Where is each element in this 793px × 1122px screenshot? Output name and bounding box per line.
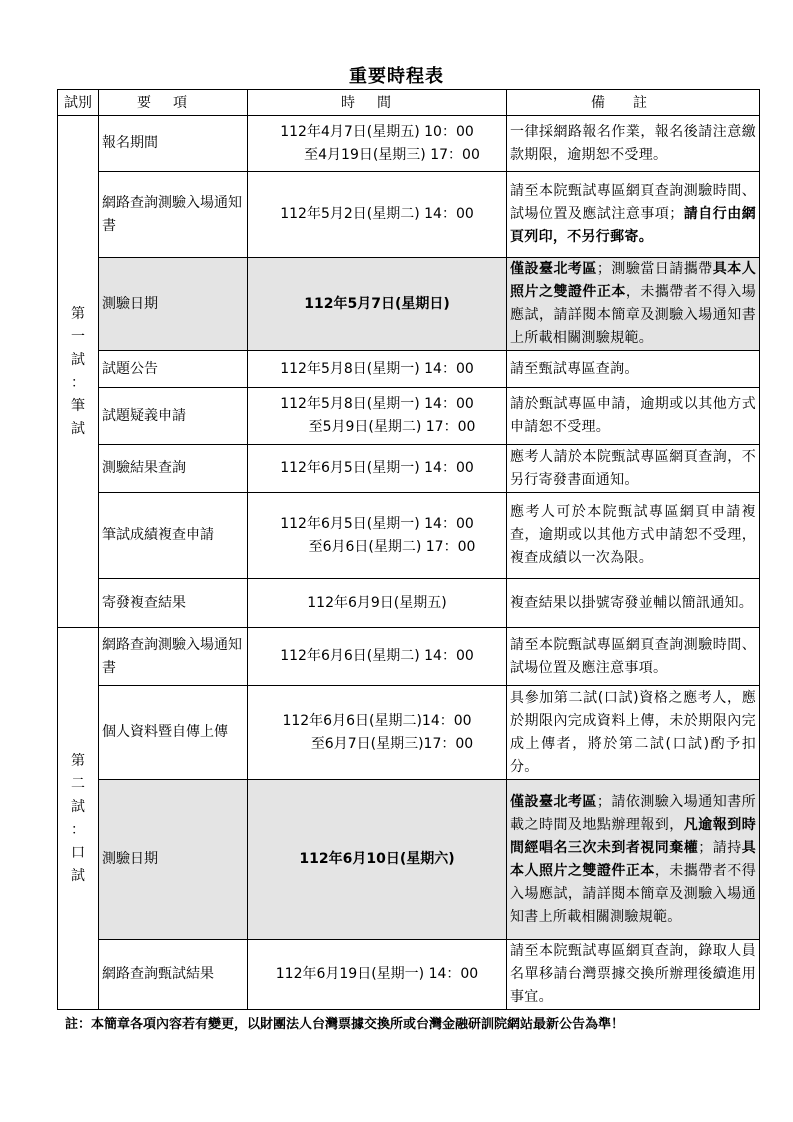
- table-row: [58, 351, 760, 388]
- note-cell: 僅設臺北考區；測驗當日請攜帶具本人照片之雙證件正本，未攜帶者不得入場應試，請詳閱本簡章及測驗入場通知書上所載相關測驗規範。: [507, 258, 760, 351]
- note-cell: 請至本院甄試專區網頁查詢，錄取人員名單移請台灣票據交換所辦理後續進用事宜。: [507, 940, 760, 1010]
- time-cell: 112年5月2日(星期二) 14：00: [248, 172, 507, 258]
- time-cell: 112年5月7日(星期日): [248, 258, 507, 351]
- note-cell: 請至甄試專區查詢。: [507, 351, 760, 388]
- schedule-table: [57, 89, 760, 1010]
- item-cell: 報名期間: [99, 116, 248, 172]
- item-cell: 寄發複查結果: [99, 579, 248, 628]
- table-row: [58, 388, 760, 445]
- time-cell: 112年5月8日(星期一) 14：00 至5月9日(星期二) 17：00: [248, 388, 507, 445]
- note-cell: 應考人請於本院甄試專區網頁查詢，不另行寄發書面通知。: [507, 445, 760, 493]
- note-cell: 請於甄試專區申請，逾期或以其他方式申請恕不受理。: [507, 388, 760, 445]
- note-cell: 僅設臺北考區；請依測驗入場通知書所載之時間及地點辦理報到，凡逾報到時間經唱名三次未到者視同棄權；請持具本人照片之雙證件正本，未攜帶者不得入場應試，請詳閱本簡章及測驗入場通知書上所載相關測驗規範。: [507, 780, 760, 940]
- table-row: [58, 493, 760, 579]
- note-cell: 應考人可於本院甄試專區網頁申請複查，逾期或以其他方式申請恕不受理，複查成績以一次為限。: [507, 493, 760, 579]
- header-item: 要項: [99, 90, 248, 116]
- table-row: [58, 445, 760, 493]
- footer-note: 註：本簡章各項內容若有變更，以財團法人台灣票據交換所或台灣金融研訓院網站最新公告為準！: [65, 1017, 625, 1032]
- item-cell: 網路查詢測驗入場通知書: [99, 628, 248, 686]
- item-cell: 網路查詢甄試結果: [99, 940, 248, 1010]
- time-cell: 112年6月19日(星期一) 14：00: [248, 940, 507, 1010]
- header-row: [58, 90, 760, 116]
- time-cell: 112年6月10日(星期六): [248, 780, 507, 940]
- item-cell: 筆試成績複查申請: [99, 493, 248, 579]
- header-note: 備註: [507, 90, 760, 116]
- time-cell: 112年6月5日(星期一) 14：00 至6月6日(星期二) 17：00: [248, 493, 507, 579]
- section2-label: 第 二 試 ： 口 試: [58, 628, 99, 1010]
- time-cell: 112年4月7日(星期五) 10：00 至4月19日(星期三) 17：00: [248, 116, 507, 172]
- item-cell: 測驗日期: [99, 258, 248, 351]
- time-cell: 112年6月5日(星期一) 14：00: [248, 445, 507, 493]
- item-cell: 試題疑義申請: [99, 388, 248, 445]
- section1-label: 第 一 試 ： 筆 試: [58, 116, 99, 628]
- table-row: [58, 686, 760, 780]
- table-row: [58, 780, 760, 940]
- time-cell: 112年5月8日(星期一) 14：00: [248, 351, 507, 388]
- table-row: [58, 628, 760, 686]
- note-cell: 請至本院甄試專區網頁查詢測驗時間、試場位置及應試注意事項；請自行由網頁列印，不另行郵寄。: [507, 172, 760, 258]
- table-row: [58, 258, 760, 351]
- table-row: [58, 116, 760, 172]
- table-row: [58, 579, 760, 628]
- note-cell: 請至本院甄試專區網頁查詢測驗時間、試場位置及應注意事項。: [507, 628, 760, 686]
- time-cell: 112年6月9日(星期五): [248, 579, 507, 628]
- item-cell: 個人資料暨自傳上傳: [99, 686, 248, 780]
- header-time: 時間: [248, 90, 507, 116]
- time-cell: 112年6月6日(星期二) 14：00: [248, 628, 507, 686]
- time-cell: 112年6月6日(星期二)14：00 至6月7日(星期三)17：00: [248, 686, 507, 780]
- note-cell: 具參加第二試(口試)資格之應考人，應於期限內完成資料上傳，未於期限內完成上傳者，將於第二試(口試)酌予扣分。: [507, 686, 760, 780]
- note-cell: 複查結果以掛號寄發並輔以簡訊通知。: [507, 579, 760, 628]
- header-exam: 試別: [58, 90, 99, 116]
- page-title: 重要時程表: [349, 66, 444, 87]
- item-cell: 測驗日期: [99, 780, 248, 940]
- item-cell: 試題公告: [99, 351, 248, 388]
- item-cell: 測驗結果查詢: [99, 445, 248, 493]
- table-row: [58, 172, 760, 258]
- note-cell: 一律採網路報名作業，報名後請注意繳款期限，逾期恕不受理。: [507, 116, 760, 172]
- item-cell: 網路查詢測驗入場通知書: [99, 172, 248, 258]
- table-row: [58, 940, 760, 1010]
